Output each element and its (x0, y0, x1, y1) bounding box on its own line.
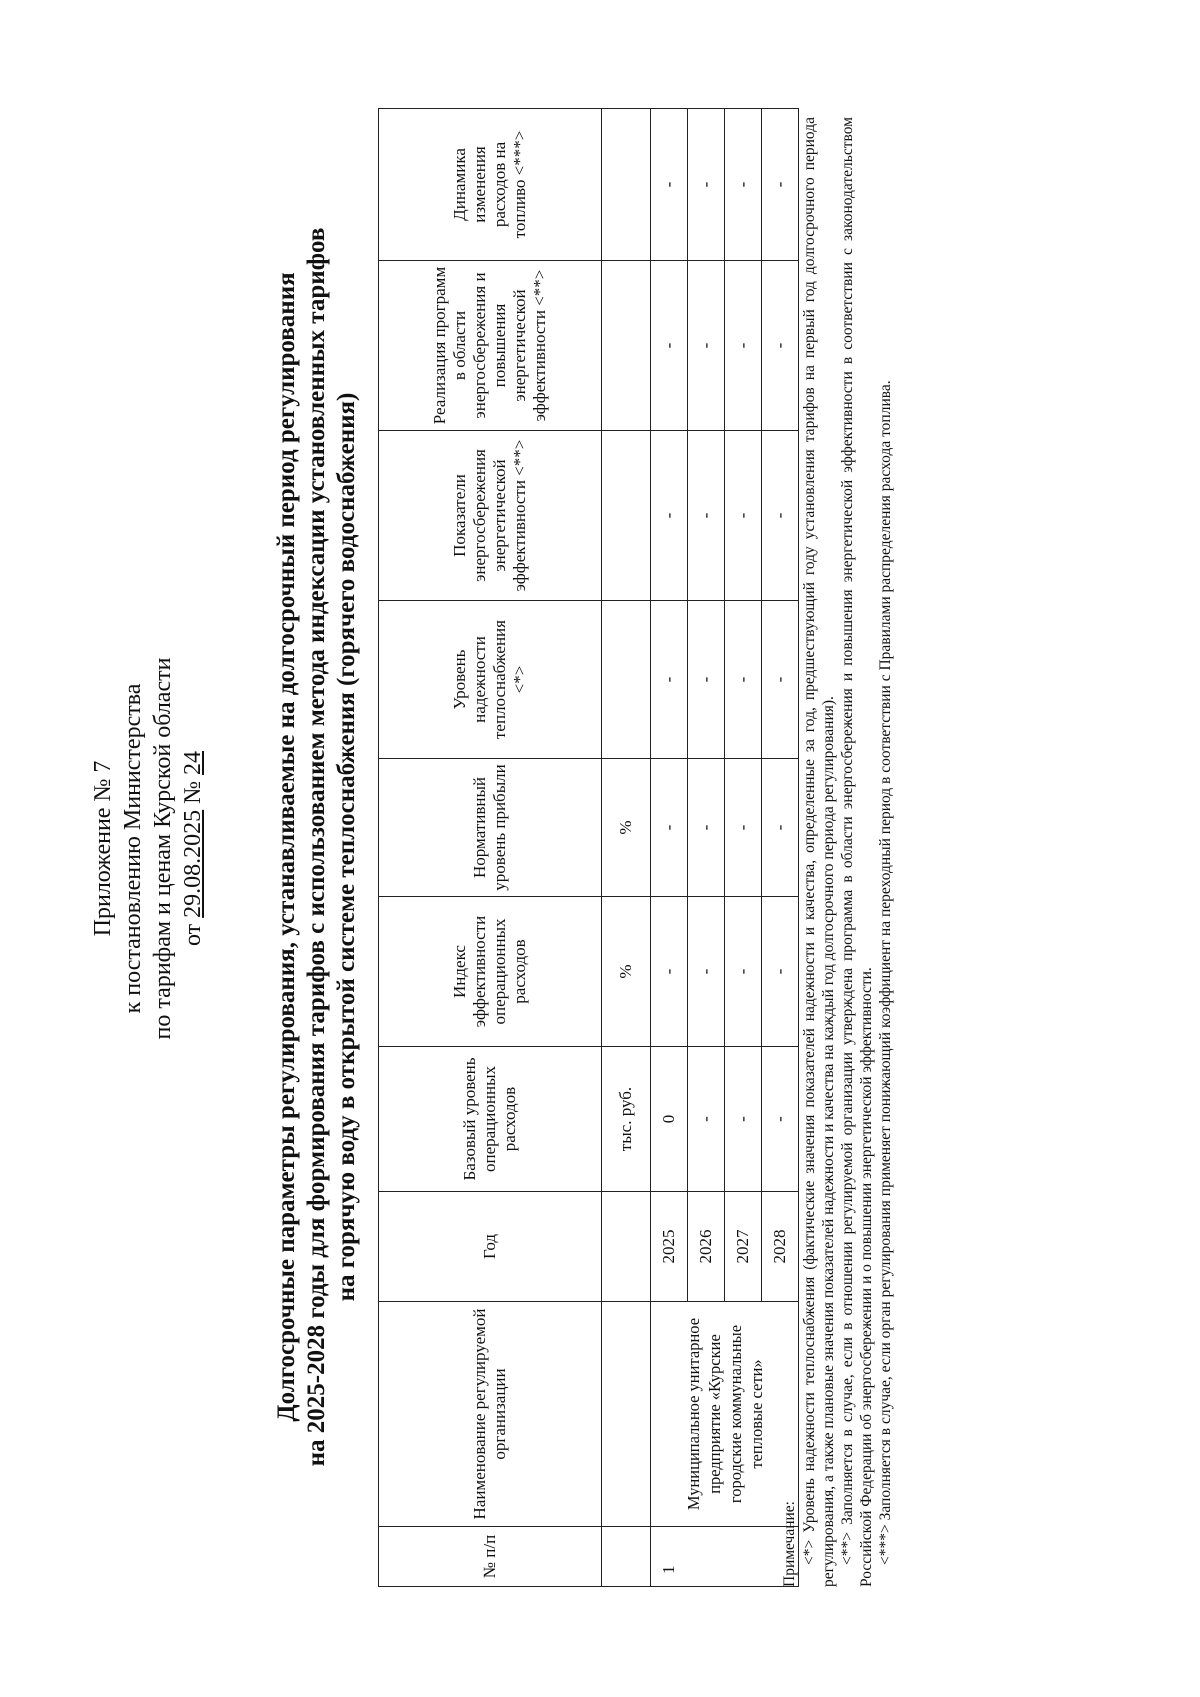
units-cell (602, 601, 651, 759)
note-fuel: <***> Заполняется в случае, если орган регулирования применяет понижающий коэффициент на переходный период в соответствии с Правилами распределения расхода топлива. (877, 380, 894, 1565)
program-cell: - (762, 261, 799, 431)
unit-base: тыс. руб. (602, 1047, 651, 1192)
fuel-cell: - (762, 109, 799, 261)
appendix-header (88, 80, 208, 1617)
index-cell: - (651, 897, 688, 1047)
year-cell: 2027 (725, 1192, 762, 1302)
program-cell: - (651, 261, 688, 431)
year-cell: 2026 (688, 1192, 725, 1302)
profit-cell: - (651, 759, 688, 897)
base-cell: - (688, 1047, 725, 1192)
title-line-3: на горячую воду в открытой системе теплоснабжения (горячего водоснабжения) (333, 392, 360, 1302)
document-title (272, 147, 362, 1547)
profit-cell: - (762, 759, 799, 897)
fuel-cell: - (651, 109, 688, 261)
units-cell (602, 261, 651, 431)
table-row (651, 109, 688, 1587)
date-prefix: от (180, 917, 206, 947)
program-cell: - (688, 261, 725, 431)
unit-index: % (602, 897, 651, 1047)
notes-section (780, 117, 895, 1587)
table-units-row (602, 109, 651, 1587)
header-base: Базовый уровень операционных расходов (379, 1047, 602, 1192)
energy-cell: - (762, 431, 799, 601)
year-cell: 2028 (762, 1192, 799, 1302)
header-org: Наименование регулируемой организации (379, 1302, 602, 1527)
reliability-cell: - (725, 601, 762, 759)
title-line-2: на 2025-2028 годы для формирования тарифов с использованием метода индексации установленных тарифов (303, 227, 330, 1467)
units-cell (602, 431, 651, 601)
base-cell: 0 (651, 1047, 688, 1192)
base-cell: - (725, 1047, 762, 1192)
table-header-row (379, 109, 602, 1587)
number-prefix: № (180, 774, 206, 810)
note-energy-program: <**> Заполняется в случае, если в отношении регулируемой организации утверждена программа в области энергосбережения и повышения энергетической эффективности в соответствии с законодательством Российской Федерации об энергосбережении и о повышении энергетической эффективности. (839, 117, 875, 1587)
decree-number: 24 (180, 750, 206, 775)
energy-cell: - (725, 431, 762, 601)
decree-date: 29.08.2025 (180, 809, 206, 918)
row-number: 1 (651, 1527, 799, 1587)
base-cell: - (762, 1047, 799, 1192)
header-index: Индекс эффективности операционных расходов (379, 897, 602, 1047)
note-reliability: <*> Уровень надежности теплоснабжения (фактические значения показателей надежности и качества, определенные за год, предшествующий году установления тарифов на первый год долгосрочного периода регулирования, а также плановые значения показателей надежности и качества на каждый год долгосрочного периода регулирования). (801, 117, 837, 1587)
header-fuel: Динамика изменения расходов на топливо <***> (379, 109, 602, 261)
reliability-cell: - (762, 601, 799, 759)
header-num: № п/п (379, 1527, 602, 1587)
energy-cell: - (688, 431, 725, 601)
header-energy: Показатели энергосбережения энергетической эффективности <**> (379, 431, 602, 601)
title-line-1: Долгосрочные параметры регулирования, устанавливаемые на долгосрочный период регулирования (273, 272, 300, 1422)
appendix-number: Приложение № 7 (90, 760, 116, 937)
program-cell: - (725, 261, 762, 431)
units-cell (602, 1192, 651, 1302)
profit-cell: - (725, 759, 762, 897)
year-cell: 2025 (651, 1192, 688, 1302)
fuel-cell: - (725, 109, 762, 261)
appendix-authority: по тарифам и ценам Курской области (150, 657, 176, 1040)
units-cell (602, 1302, 651, 1527)
profit-cell: - (688, 759, 725, 897)
parameters-table (378, 108, 799, 1587)
index-cell: - (725, 897, 762, 1047)
header-program: Реализация программ в области энергосбережения и повышения энергетической эффективности <**> (379, 261, 602, 431)
units-cell (602, 1527, 651, 1587)
appendix-date-line (178, 80, 208, 1617)
unit-profit: % (602, 759, 651, 897)
header-profit: Нормативный уровень прибыли (379, 759, 602, 897)
reliability-cell: - (651, 601, 688, 759)
index-cell: - (688, 897, 725, 1047)
fuel-cell: - (688, 109, 725, 261)
units-cell (602, 109, 651, 261)
notes-label: Примечание: (781, 1501, 798, 1587)
appendix-reference: к постановлению Министерства (120, 683, 146, 1014)
index-cell: - (762, 897, 799, 1047)
header-year: Год (379, 1192, 602, 1302)
energy-cell: - (651, 431, 688, 601)
organization-name: Муниципальное унитарное предприятие «Курские городские коммунальные тепловые сети» (651, 1302, 799, 1527)
header-reliability: Уровень надежности теплоснабжения <*> (379, 601, 602, 759)
reliability-cell: - (688, 601, 725, 759)
